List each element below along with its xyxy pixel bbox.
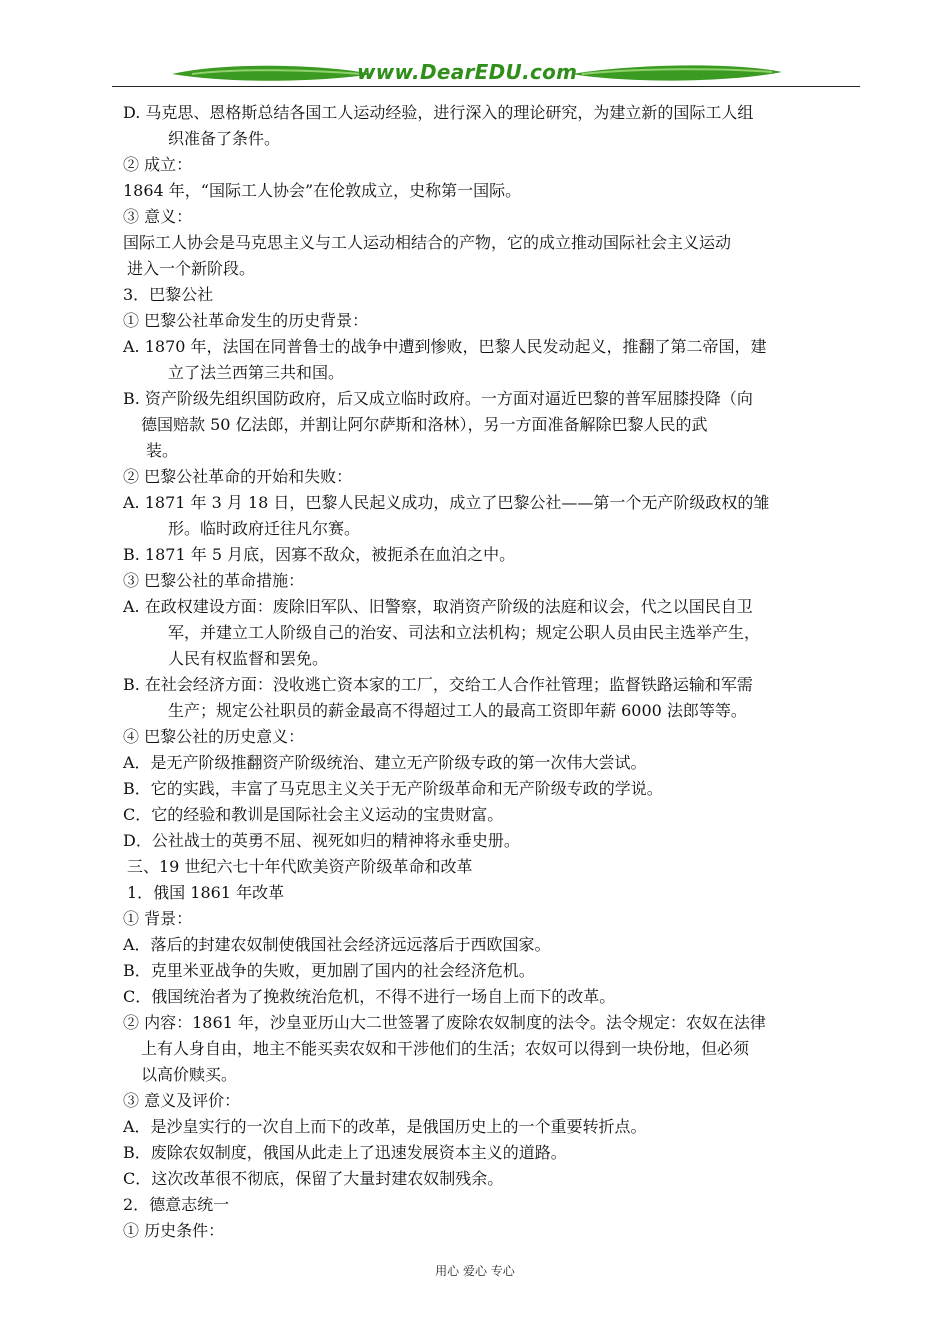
- section-heading: 2．德意志统一: [123, 1195, 230, 1214]
- text-line: C．俄国统治者为了挽救统治危机，不得不进行一场自上而下的改革。: [123, 987, 616, 1006]
- text-line: ④ 巴黎公社的历史意义：: [123, 727, 305, 746]
- text-line: 以高价赎买。: [141, 1065, 238, 1084]
- text-line: 生产；规定公社职员的薪金最高不得超过工人的最高工资即年薪 6000 法郎等等。: [168, 701, 747, 720]
- text-line: ② 内容：1861 年，沙皇亚历山大二世签署了废除农奴制度的法令。法令规定：农奴在法律: [123, 1013, 766, 1032]
- text-line: A．落后的封建农奴制使俄国社会经济远远落后于西欧国家。: [123, 935, 551, 954]
- text-line: D. 马克思、恩格斯总结各国工人运动经验，进行深入的理论研究，为建立新的国际工人组: [123, 103, 754, 122]
- text-line: B．它的实践，丰富了马克思主义关于无产阶级革命和无产阶级专政的学说。: [123, 779, 663, 798]
- section-heading: 3．巴黎公社: [123, 285, 214, 304]
- text-line: ① 历史条件：: [123, 1221, 225, 1240]
- left-swoosh-decoration: [172, 62, 372, 88]
- text-line: 军，并建立工人阶级自己的治安、司法和立法机构；规定公职人员由民主选举产生，: [168, 623, 761, 642]
- text-line: B. 资产阶级先组织国防政府，后又成立临时政府。一方面对逼近巴黎的普军屈膝投降（向: [123, 389, 753, 408]
- text-line: ① 巴黎公社革命发生的历史背景：: [123, 311, 369, 330]
- header-rule: [112, 86, 860, 87]
- text-line: 1864 年，“国际工人协会”在伦敦成立，史称第一国际。: [123, 181, 522, 200]
- text-line: 装。: [146, 441, 179, 460]
- document-body: [123, 100, 863, 1244]
- text-line: 形。临时政府迁往凡尔赛。: [168, 519, 361, 538]
- section-heading: 1．俄国 1861 年改革: [127, 883, 285, 902]
- text-line: A．是沙皇实行的一次自上而下的改革，是俄国历史上的一个重要转折点。: [123, 1117, 647, 1136]
- text-line: ② 巴黎公社革命的开始和失败：: [123, 467, 353, 486]
- site-logo: www.DearEDU.com: [357, 60, 578, 84]
- text-line: A. 1870 年，法国在同普鲁士的战争中遭到惨败，巴黎人民发动起义，推翻了第二帝国，建: [123, 337, 767, 356]
- text-line: D．公社战士的英勇不屈、视死如归的精神将永垂史册。: [123, 831, 520, 850]
- text-line: ① 背景：: [123, 909, 193, 928]
- text-line: 立了法兰西第三共和国。: [168, 363, 345, 382]
- text-line: 织准备了条件。: [168, 129, 281, 148]
- text-line: C．这次改革很不彻底，保留了大量封建农奴制残余。: [123, 1169, 504, 1188]
- page-footer: 用心 爱心 专心: [435, 1264, 515, 1278]
- text-line: B．克里米亚战争的失败，更加剧了国内的社会经济危机。: [123, 961, 535, 980]
- text-line: A. 1871 年 3 月 18 日，巴黎人民起义成功，成立了巴黎公社——第一个无产阶级政权的雏: [123, 493, 770, 512]
- text-line: 德国赔款 50 亿法郎，并割让阿尔萨斯和洛林），另一方面准备解除巴黎人民的武: [141, 415, 708, 434]
- text-line: B. 在社会经济方面：没收逃亡资本家的工厂，交给工人合作社管理；监督铁路运输和军需: [123, 675, 753, 694]
- text-line: C．它的经验和教训是国际社会主义运动的宝贵财富。: [123, 805, 504, 824]
- text-line: A. 在政权建设方面：废除旧军队、旧警察，取消资产阶级的法庭和议会，代之以国民自卫: [123, 597, 753, 616]
- text-line: A．是无产阶级推翻资产阶级统治、建立无产阶级专政的第一次伟大尝试。: [123, 753, 647, 772]
- text-line: ③ 巴黎公社的革命措施：: [123, 571, 305, 590]
- right-swoosh-decoration: [572, 62, 782, 88]
- text-line: 国际工人协会是马克思主义与工人运动相结合的产物，它的成立推动国际社会主义运动: [123, 233, 732, 252]
- text-line: 人民有权监督和罢免。: [168, 649, 329, 668]
- text-line: ③ 意义：: [123, 207, 193, 226]
- section-heading: 三、19 世纪六七十年代欧美资产阶级革命和改革: [127, 857, 473, 876]
- text-line: ③ 意义及评价：: [123, 1091, 241, 1110]
- text-line: B. 1871 年 5 月底，因寡不敌众，被扼杀在血泊之中。: [123, 545, 516, 564]
- text-line: 进入一个新阶段。: [127, 259, 256, 278]
- text-line: B．废除农奴制度，俄国从此走上了迅速发展资本主义的道路。: [123, 1143, 567, 1162]
- page-header: [112, 58, 860, 92]
- text-line: ② 成立：: [123, 155, 193, 174]
- text-line: 上有人身自由，地主不能买卖农奴和干涉他们的生活；农奴可以得到一块份地，但必须: [141, 1039, 750, 1058]
